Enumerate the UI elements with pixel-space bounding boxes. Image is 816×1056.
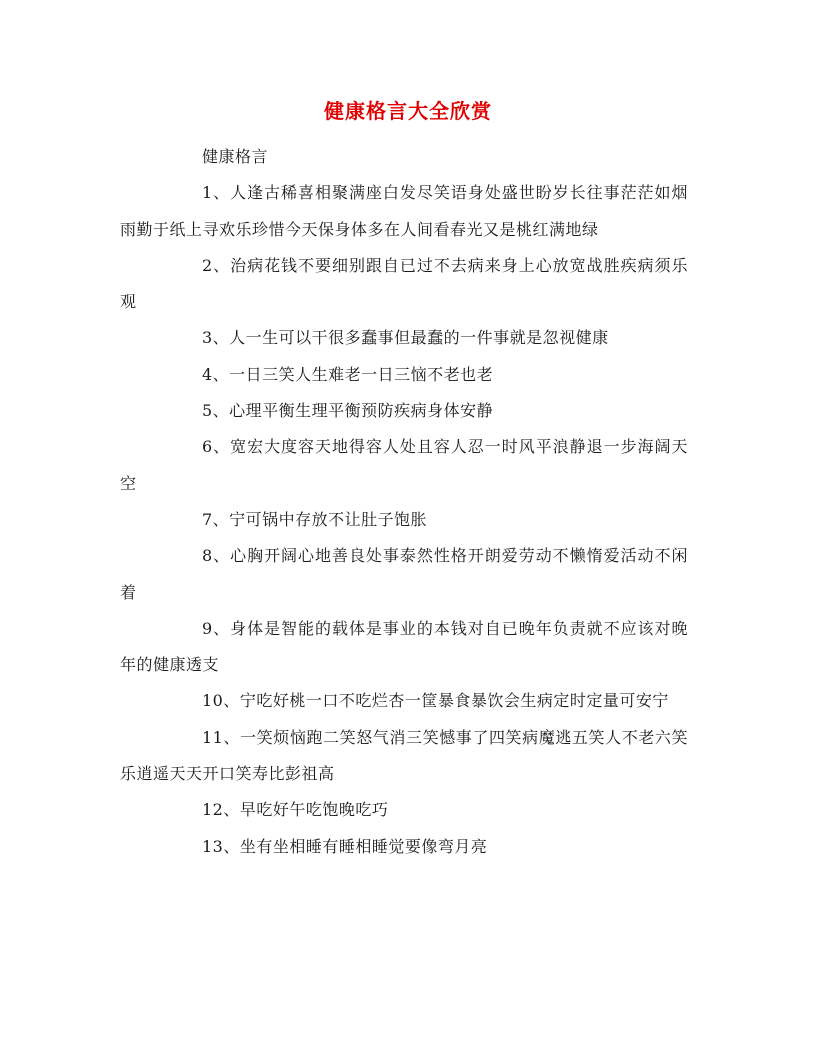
- subtitle: 健康格言: [202, 147, 269, 166]
- list-item: 11、一笑烦恼跑二笑怒气消三笑憾事了四笑病魔逃五笑人不老六笑乐逍遥天天开口笑寿比彭祖高: [120, 727, 688, 784]
- list-item: 7、宁可锅中存放不让肚子饱胀: [202, 509, 428, 529]
- list-item: 8、心胸开阔心地善良处事泰然性格开朗爱劳动不懒惰爱活动不闲着: [120, 546, 688, 602]
- list-item: 3、人一生可以干很多蠢事但最蠢的一件事就是忽视健康: [202, 328, 609, 348]
- list-item: 9、身体是智能的载体是事业的本钱对自已晚年负责就不应该对晚年的健康透支: [120, 618, 688, 675]
- list-item: 2、治病花钱不要细别跟自已过不去病来身上心放宽战胜疾病须乐观: [120, 255, 688, 312]
- list-item: 12、早吃好午吃饱晚吃巧: [202, 800, 389, 820]
- list-item: 6、宽宏大度容天地得容人处且容人忍一时风平浪静退一步海阔天空: [120, 437, 688, 493]
- list-item: 1、人逢古稀喜相聚满座白发尽笑语身处盛世盼岁长往事茫茫如烟雨勤于纸上寻欢乐珍惜今天保身体多在人间看春光又是桃红满地绿: [120, 183, 688, 239]
- list-item: 4、一日三笑人生难老一日三恼不老也老: [202, 364, 494, 384]
- document-body: [120, 139, 688, 865]
- document-title: 健康格言大全欣赏: [324, 99, 492, 123]
- list-item: 13、坐有坐相睡有睡相睡觉要像弯月亮: [202, 836, 488, 856]
- list-item: 5、心理平衡生理平衡预防疾病身体安静: [202, 401, 494, 421]
- list-item: 10、宁吃好桃一口不吃烂杏一筐暴食暴饮会生病定时定量可安宁: [202, 691, 669, 711]
